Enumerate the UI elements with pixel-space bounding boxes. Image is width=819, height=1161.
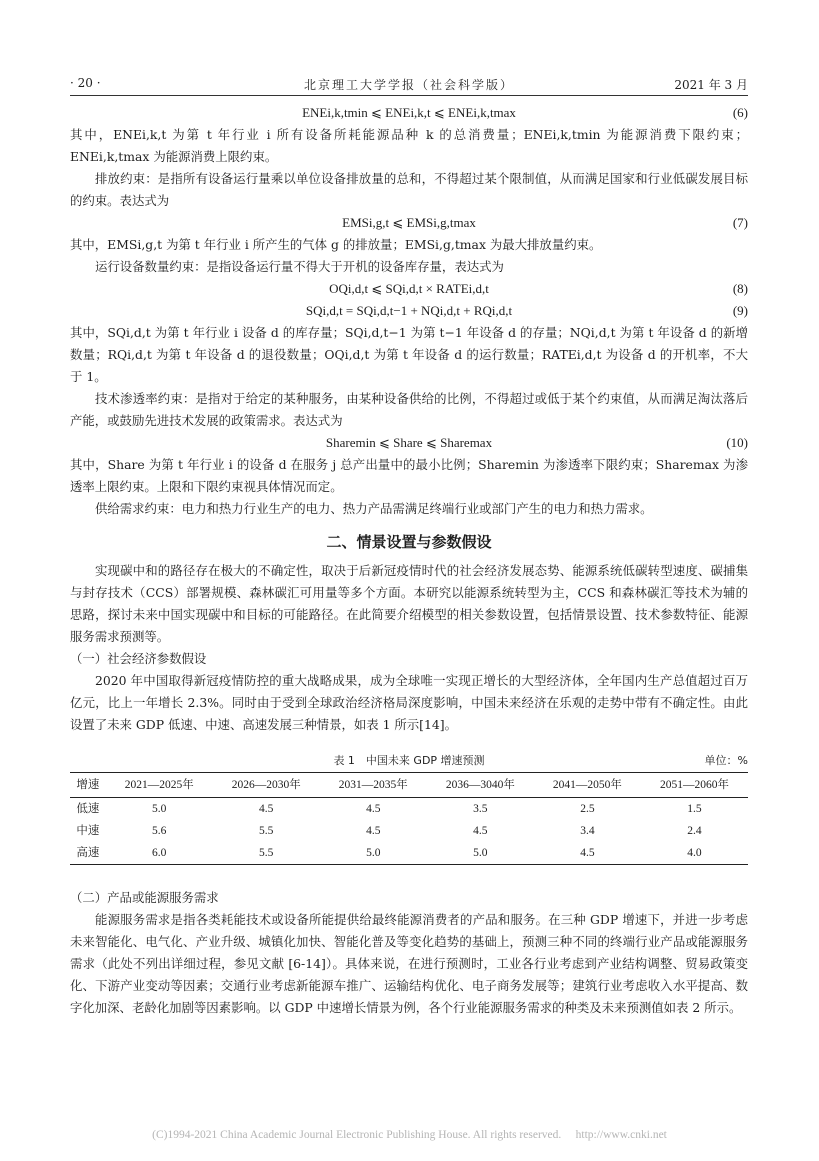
table-cell: 中速 bbox=[76, 825, 100, 837]
paragraph: 其中，SQi,d,t 为第 t 年行业 i 设备 d 的库存量；SQi,d,t−1 为第 t−1 年设备 d 的存量；NQi,d,t 为第 t 年设备 d 的新增数量；RQi,d,t 为第 t 年设备 d 的退役数量；OQi,d,t 为第 t 年设备 d 的运行数量；RATEi,d,t 为设备 d 的开机率，不大于 1。 bbox=[70, 325, 748, 384]
copyright-footer: (C)1994-2021 China Academic Journal Electronic Publishing House. All rights reserved. http://www.cnki.net bbox=[152, 1129, 667, 1141]
table-header: 增速 bbox=[70, 773, 106, 798]
paragraph: 能源服务需求是指各类耗能技术或设备所能提供给最终能源消费者的产品和服务。在三种 GDP 增速下，并进一步考虑未来智能化、电气化、产业升级、城镇化加快、智能化普及等变化趋势的基础上，预测三种不同的终端行业产品或能源服务需求（此处不列出详细过程，参见文献 [6-14]）。具体来说，在进行预测时，工业各行业考虑到产业结构调整、贸易政策变化、下游产业变动等因素；交通行业考虑新能源车推广、运输结构优化、电子商务发展等；建筑行业考虑收入水平提高、数字化加深、老龄化加剧等因素影响。以 GDP 中速增长情景为例，各个行业能源服务需求的种类及未来预测值如表 2 所示。 bbox=[70, 912, 748, 1015]
paragraph: 2020 年中国取得新冠疫情防控的重大战略成果，成为全球唯一实现正增长的大型经济体，全年国内生产总值超过百万亿元，比上一年增长 2.3%。同时由于受到全球政治经济格局深度影响，中国未来经济在乐观的走势中带有不确定性。由此设置了未来 GDP 低速、中速、高速发展三种情景，如表 1 所示[14]。 bbox=[70, 673, 748, 732]
table-header: 2031—2035年 bbox=[320, 773, 427, 798]
table-cell: 5.0 bbox=[320, 842, 427, 865]
table-cell: 4.5 bbox=[366, 825, 381, 837]
subsection-title: （二）产品或能源服务需求 bbox=[70, 890, 219, 905]
table-cell: 4.5 bbox=[366, 803, 381, 815]
table-cell: 4.5 bbox=[259, 803, 274, 815]
equation-7 bbox=[70, 212, 748, 234]
table-cell: 4.0 bbox=[641, 842, 748, 865]
equation-6 bbox=[70, 102, 748, 124]
table-caption-row bbox=[70, 750, 748, 770]
paragraph: 其中，EMSi,g,t 为第 t 年行业 i 所产生的气体 g 的排放量；EMSi,g,tmax 为最大排放量约束。 bbox=[70, 237, 602, 252]
paragraph: 排放约束：是指所有设备运行量乘以单位设备排放量的总和，不得超过某个限制值，从而满足国家和行业低碳发展目标的约束。表达式为 bbox=[70, 171, 748, 208]
issue-date: 2021 年 3 月 bbox=[674, 78, 748, 92]
table-header: 2041—2050年 bbox=[534, 773, 641, 798]
table-cell: 低速 bbox=[76, 803, 100, 815]
table-row bbox=[70, 820, 748, 842]
table-cell: 4.5 bbox=[473, 825, 488, 837]
header-rule bbox=[70, 95, 748, 96]
table-unit: 单位：% bbox=[704, 754, 748, 767]
paragraph: 运行设备数量约束：是指设备运行量不得大于开机的设备库存量，表达式为 bbox=[95, 259, 504, 274]
table-row bbox=[70, 842, 748, 865]
equation-7-text: EMSi,g,t ⩽ EMSi,g,tmax bbox=[342, 215, 476, 230]
table-header: 2021—2025年 bbox=[106, 773, 213, 798]
paragraph: 其中，ENEi,k,t 为第 t 年行业 i 所有设备所耗能源品种 k 的总消费量；ENEi,k,tmin 为能源消费下限约束；ENEi,k,tmax 为能源消费上限约束。 bbox=[70, 127, 748, 164]
table-cell: 5.0 bbox=[427, 842, 534, 865]
table-row bbox=[70, 798, 748, 821]
equation-10 bbox=[70, 432, 748, 454]
table-header: 2026—2030年 bbox=[213, 773, 320, 798]
running-header bbox=[70, 76, 748, 96]
table-header: 2051—2060年 bbox=[641, 773, 748, 798]
paragraph: 其中，Share 为第 t 年行业 i 的设备 d 在服务 j 总产出量中的最小比例；Sharemin 为渗透率下限约束；Sharemax 为渗透率上限约束。上限和下限约束视具体情况而定。 bbox=[70, 457, 748, 494]
journal-title: 北京理工大学学报（社会科学版） bbox=[303, 78, 514, 92]
equation-6-text: ENEi,k,tmin ⩽ ENEi,k,t ⩽ ENEi,k,tmax bbox=[302, 105, 516, 120]
table-header-row bbox=[70, 773, 748, 798]
spacer bbox=[70, 865, 748, 887]
equation-9-number: (9) bbox=[732, 303, 748, 318]
equation-10-number: (10) bbox=[726, 435, 748, 450]
equation-6-number: (6) bbox=[732, 105, 748, 120]
paragraph: 实现碳中和的路径存在极大的不确定性，取决于后新冠疫情时代的社会经济发展态势、能源系统低碳转型速度、碳捕集与封存技术（CCS）部署规模、森林碳汇可用量等多个方面。本研究以能源系统转型为主，CCS 和森林碳汇等技术为辅的思路，探讨未来中国实现碳中和目标的可能路径。在此简要介绍模型的相关参数设置，包括情景设置、技术参数特征、能源服务需求预测等。 bbox=[70, 563, 748, 644]
section-title: 二、情景设置与参数假设 bbox=[326, 533, 492, 551]
subsection-title: （一）社会经济参数假设 bbox=[70, 651, 207, 666]
table-cell: 1.5 bbox=[687, 803, 702, 815]
table-header: 2036—3040年 bbox=[427, 773, 534, 798]
page-number: · 20 · bbox=[70, 76, 101, 90]
table-cell: 6.0 bbox=[106, 842, 213, 865]
table-cell: 2.5 bbox=[580, 803, 595, 815]
table-cell: 4.5 bbox=[534, 842, 641, 865]
paragraph: 技术渗透率约束：是指对于给定的某种服务，由某种设备供给的比例，不得超过或低于某个约束值，从而满足淘汰落后产能，或鼓励先进技术发展的政策需求。表达式为 bbox=[70, 391, 748, 428]
table-cell: 5.5 bbox=[259, 825, 274, 837]
table-cell: 5.0 bbox=[152, 803, 167, 815]
table-cell: 5.5 bbox=[213, 842, 320, 865]
gdp-growth-table bbox=[70, 772, 748, 865]
article-body bbox=[70, 102, 748, 1019]
equation-9 bbox=[70, 300, 748, 322]
equation-8 bbox=[70, 278, 748, 300]
equation-8-text: OQi,d,t ⩽ SQi,d,t × RATEi,d,t bbox=[329, 281, 489, 296]
equation-10-text: Sharemin ⩽ Share ⩽ Sharemax bbox=[325, 435, 493, 450]
table-cell: 3.5 bbox=[473, 803, 488, 815]
equation-7-number: (7) bbox=[732, 215, 748, 230]
table-cell: 5.6 bbox=[152, 825, 167, 837]
table-cell: 2.4 bbox=[687, 825, 702, 837]
table-cell: 3.4 bbox=[580, 825, 595, 837]
equation-8-number: (8) bbox=[732, 281, 748, 296]
equation-9-text: SQi,d,t = SQi,d,t−1 + NQi,d,t + RQi,d,t bbox=[305, 303, 513, 318]
table-cell: 高速 bbox=[70, 842, 106, 865]
paragraph: 供给需求约束：电力和热力行业生产的电力、热力产品需满足终端行业或部门产生的电力和热力需求。 bbox=[95, 501, 653, 516]
table-caption: 表 1 中国未来 GDP 增速预测 bbox=[333, 754, 485, 767]
